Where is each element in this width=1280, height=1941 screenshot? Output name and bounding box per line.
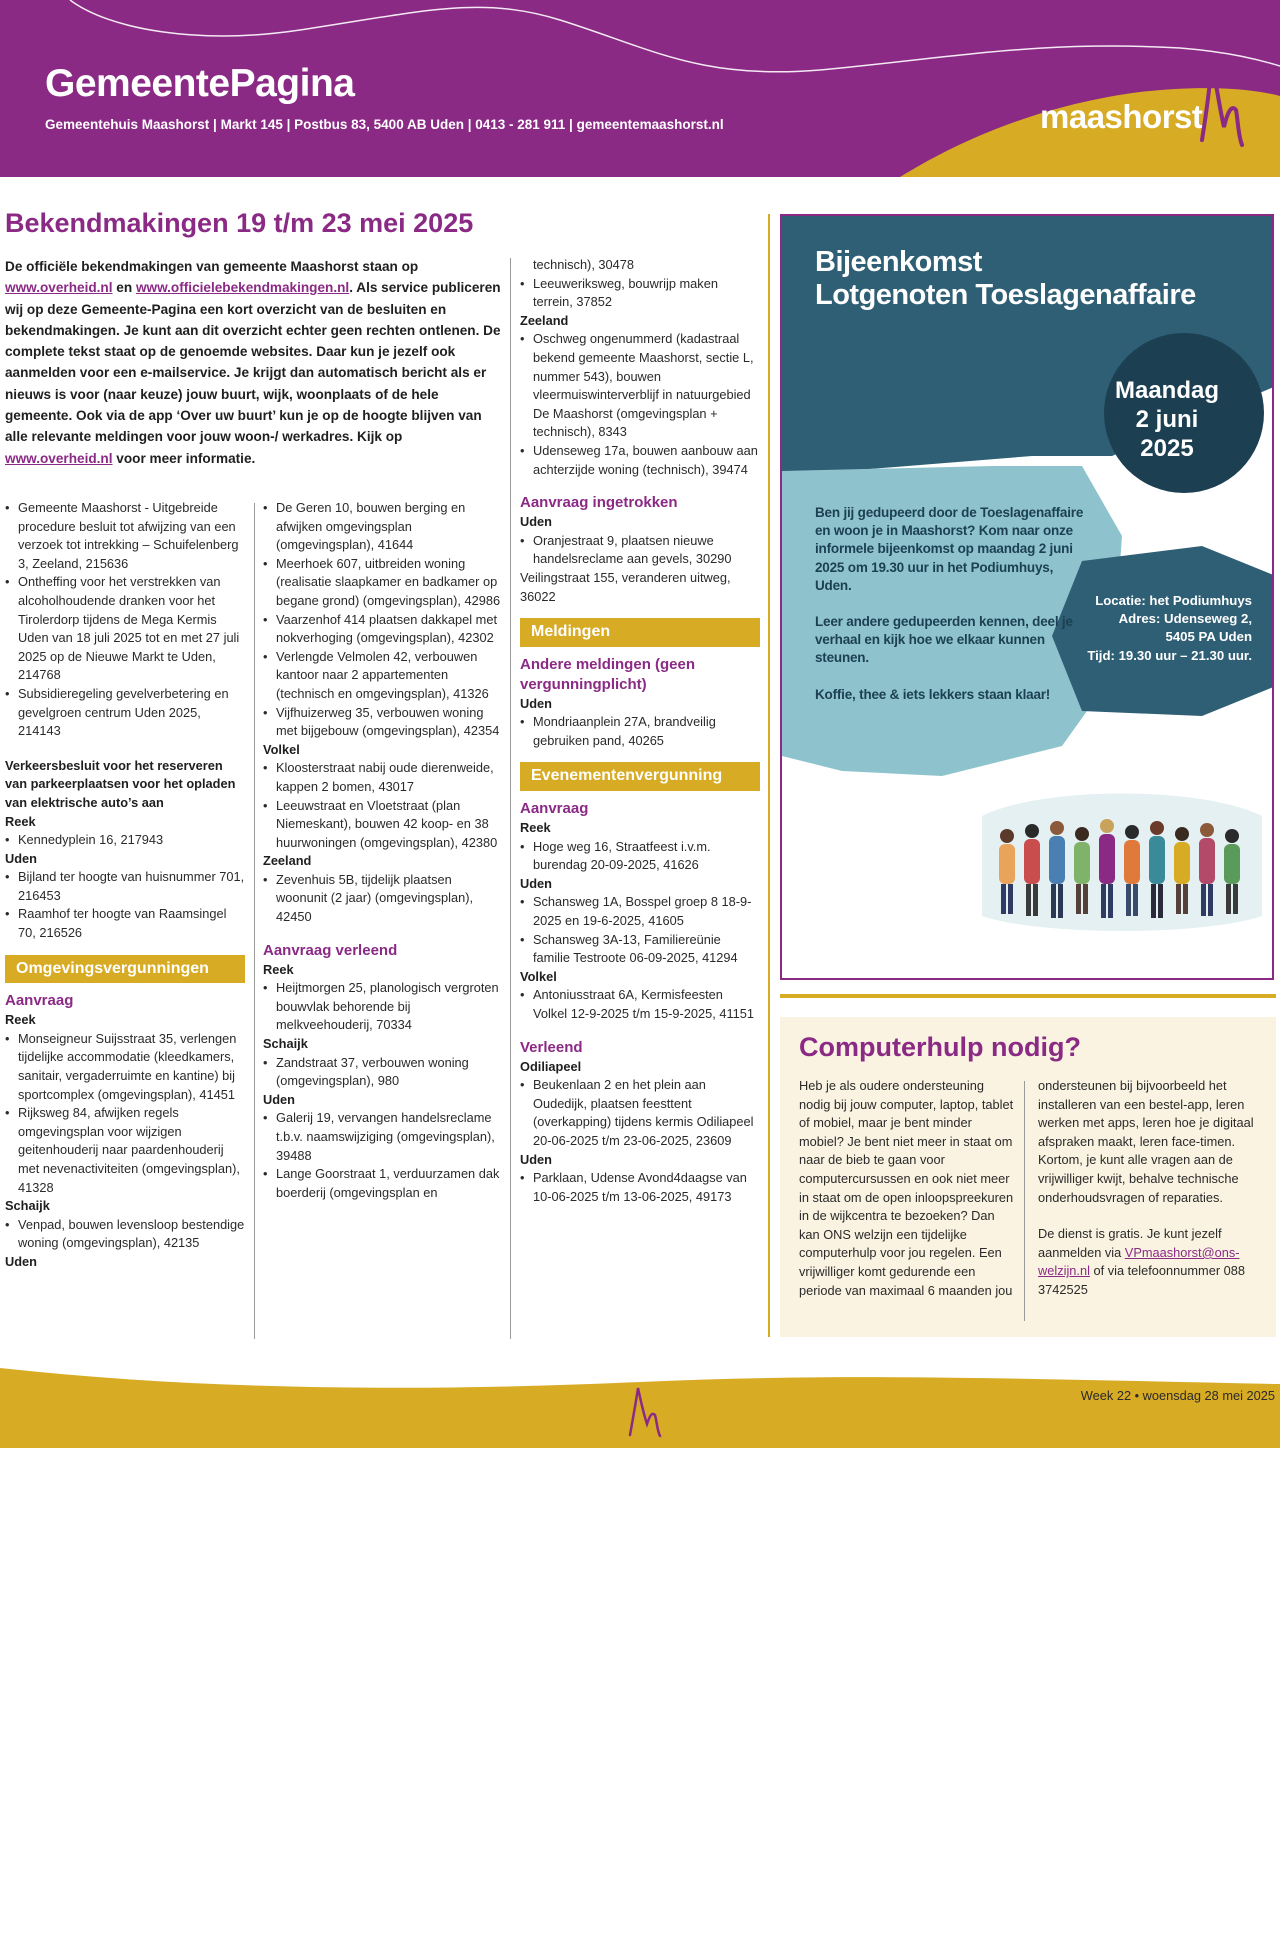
section-heading-verleend: Verleend [520,1038,583,1056]
list-item: • Parklaan, Udense Avond4daagse van 10-06-2025 t/m 13-06-2025, 49173 [520,1169,760,1206]
list-item: • Vijfhuizerweg 35, verbouwen woning met bijgebouw (omgevingsplan), 42354 [263,704,503,741]
brand-logo-icon [1190,55,1260,160]
intro-text-4: voor meer informatie. [112,450,256,466]
section-banner-evenementenvergunning: Evenementenvergunning [520,762,760,791]
place-label: Zeeland [263,853,312,869]
list-item: • Rijksweg 84, afwijken regels omgevingsplan voor wijzigen geitenhouderij naar paardenhouderij met nevenactiviteiten (omgevingsplan), 41328 [5,1104,245,1197]
intro-paragraph [5,256,505,469]
section-heading-aanvraag: Aanvraag [520,800,589,818]
site-address: Gemeentehuis Maashorst | Markt 145 | Postbus 83, 5400 AB Uden | 0413 - 281 911 | gemeentemaashorst.nl [45,117,724,132]
column-divider [254,503,255,1339]
list-item: • Gemeente Maashorst - Uitgebreide procedure besluit tot afwijzing van een verzoek tot intrekking – Schuifelenberg 3, Zeeland, 215636 [5,499,245,573]
computerhulp-paragraph [1038,1225,1268,1299]
place-label: Volkel [263,741,300,757]
section-banner-omgevingsvergunningen: Omgevingsvergunningen [5,955,245,984]
list-item: • Leeuwstraat en Vloetstraat (plan Niemeskant), bouwen 42 koop- en 38 huurwoningen (omgevingsplan), 42380 [263,797,503,853]
list-item: • Schansweg 3A-13, Familiereünie familie Testroote 06-09-2025, 41294 [520,931,760,968]
section-heading-aanvraag-verleend: Aanvraag verleend [263,941,398,959]
place-label: Uden [5,1253,37,1269]
list-item: • Zevenhuis 5B, tijdelijk plaatsen woonunit (2 jaar) (omgevingsplan), 42450 [263,871,503,927]
ad-location [1052,592,1252,665]
computerhulp-box [780,1017,1276,1337]
place-label: Reek [5,813,36,829]
place-label: Zeeland [520,312,569,328]
footer-week-date: Week 22 • woensdag 28 mei 2025 [1080,1388,1275,1403]
column-3 [520,256,760,1206]
list-item: • De Geren 10, bouwen berging en afwijken omgevingsplan (omgevingsplan), 41644 [263,499,503,555]
section-heading-aanvraag-ingetrokken: Aanvraag ingetrokken [520,494,678,512]
link-overheid[interactable]: www.overheid.nl [5,280,113,296]
ad-location-line: 5405 PA Uden [1165,629,1252,645]
ad-paragraph: Leer andere gedupeerden kennen, deel je verhaal en kijk hoe we elkaar kunnen steunen. [815,614,1073,666]
ad-date-line: 2 juni [1135,406,1199,433]
place-label: Uden [520,875,552,891]
ad-body [815,504,1085,722]
intro-text-2: en [112,280,136,296]
ad-location-line: Adres: Udenseweg 2, [1118,611,1252,627]
list-item: • Ontheffing voor het verstrekken van alcoholhoudende dranken voor het Tirolerdorp tijdens de Mega Kermis Uden van 18 juli 2025 tot en met 27 juli 2025 op de Nieuwe Markt te Uden, 214768 [5,573,245,685]
list-item: • Schansweg 1A, Bosspel groep 8 18-9-2025 en 19-6-2025, 41605 [520,893,760,930]
list-item: • Kloosterstraat nabij oude dierenweide, kappen 2 bomen, 43017 [263,759,503,796]
list-item: • Verlengde Velmolen 42, verbouwen kantoor naar 2 appartementen (technisch en omgevingsplan), 41326 [263,648,503,704]
brand-logo-text: maashorst [1040,98,1203,135]
list-item-continuation: technisch), 30478 [533,257,635,272]
ad-title-line: Lotgenoten Toeslagenaffaire [815,279,1196,311]
list-item: • Monseigneur Suijsstraat 35, verlengen tijdelijke accommodatie (kleedkamers, sanitair, vergaderruimte en kantine) bij sportcomplex (omgevingsplan), 41451 [5,1030,245,1104]
ad-location-line: Tijd: 19.30 uur – 21.30 uur. [1087,647,1252,663]
list-item: • Meerhoek 607, uitbreiden woning (realisatie slaapkamer en badkamer op begane grond) (omgevingsplan), 42986 [263,555,503,611]
computerhulp-paragraph: ondersteunen bij bijvoorbeeld het installeren van een bestel-app, leren werken met apps, leren hoe je digitaal afspraken maakt, leren face-timen. Kortom, je kunt alle vragen aan de vrijwilliger kwijt, behalve technische onderhoudsvragen of reparaties. [1038,1078,1254,1205]
place-label: Uden [520,514,552,530]
list-item: • Mondriaanplein 27A, brandveilig gebruiken pand, 40265 [520,713,760,750]
section-banner-meldingen: Meldingen [520,618,760,647]
list-item: • Beukenlaan 2 en het plein aan Oudedijk, plaatsen feesttent (overkapping) tijdens kermis Odiliapeel 20-06-2025 t/m 23-06-2025, 23609 [520,1076,760,1150]
link-officielebekendmakingen[interactable]: www.officielebekendmakingen.nl [135,280,350,296]
place-label: Schaijk [5,1198,50,1214]
list-item: • Venpad, bouwen levensloop bestendige woning (omgevingsplan), 42135 [5,1216,245,1253]
computerhulp-column-2 [1038,1077,1268,1318]
list-item: • Zandstraat 37, verbouwen woning (omgevingsplan), 980 [263,1054,503,1091]
place-label: Reek [5,1012,36,1028]
place-label: Odiliapeel [520,1058,582,1074]
intro-text-1: De officiële bekendmakingen van gemeente Maashorst staan op [5,259,419,274]
email-link[interactable]: VPmaashorst@ons-welzijn.nl [1038,1244,1240,1279]
place-label: Uden [520,1151,552,1167]
list-item: • Oschweg ongenummerd (kadastraal bekend gemeente Maashorst, sectie L, nummer 543), bouwen vleermuiswinterverblijf in natuurgebied De Maashorst (omgevingsplan + technisch), 8343 [520,330,760,442]
separator-line [780,994,1276,998]
computerhulp-column-1: Heb je als oudere ondersteuning nodig bij jouw computer, laptop, tablet of mobiel, maar je bent minder mobiel? Je bent niet meer in staat om naar de bieb te gaan voor computercursussen en ook niet meer in staat om de open inloopspreekuren in de wijkcentra te bezoeken? Dan kan ONS welzijn een tijdelijke computerhulp voor jou regelen. Een vrijwilliger komt gedurende een periode van maximaal 6 maanden jou [799,1078,1014,1298]
place-label: Uden [263,1091,295,1107]
list-item: • Bijland ter hoogte van huisnummer 701, 216453 [5,868,245,905]
list-item: • Subsidieregeling gevelverbetering en gevelgroen centrum Uden 2025, 214143 [5,685,245,741]
site-title: GemeentePagina [45,62,355,105]
place-label: Reek [263,961,294,977]
computerhulp-text: of via telefoonnummer 088 3742525 [1038,1263,1245,1297]
place-label: Reek [520,820,551,836]
list-item: • Lange Goorstraat 1, verduurzamen dak boerderij (omgevingsplan en [263,1165,503,1202]
place-label: Volkel [520,968,557,984]
list-item: • Vaarzenhof 414 plaatsen dakkapel met nokverhoging (omgevingsplan), 42302 [263,611,503,648]
section-heading-andere-meldingen: Andere meldingen (geen vergunningplicht) [520,655,696,693]
place-label: Schaijk [263,1036,308,1052]
ad-date-badge [1102,376,1232,463]
place-label: Uden [520,695,552,711]
footer-wave [0,1360,1280,1448]
page-title: Bekendmakingen 19 t/m 23 mei 2025 [5,208,474,238]
ad-title [815,246,1196,312]
page-header [0,0,1280,177]
link-overheid-2[interactable]: www.overheid.nl [5,450,113,466]
column-divider [510,258,511,1339]
list-item: • Udenseweg 17a, bouwen aanbouw aan achterzijde woning (technisch), 39474 [520,442,760,479]
list-item: • Hoge weg 16, Straatfeest i.v.m. burendag 20-09-2025, 41626 [520,838,760,875]
place-label: Uden [5,850,37,866]
list-item: • Leeuweriksweg, bouwrijp maken terrein, 37852 [520,275,760,312]
list-item: • Kennedyplein 16, 217943 [5,831,245,850]
column-divider-gold [768,214,770,1337]
list-item: • Raamhof ter hoogte van Raamsingel 70, 216526 [5,905,245,942]
column-1 [5,499,245,1272]
column-2 [263,499,503,1202]
crowd-illustration-icon [987,806,1257,936]
subheading-verkeersbesluit: Verkeersbesluit voor het reserveren van parkeerplaatsen voor het opladen van elektrische auto’s aan [5,757,236,810]
list-item: • Oranjestraat 9, plaatsen nieuwe handelsreclame aan gevels, 30290 [520,532,760,569]
list-item: • Galerij 19, vervangen handelsreclame t.b.v. naamswijziging (omgevingsplan), 39488 [263,1109,503,1165]
list-item: • Heijtmorgen 25, planologisch vergroten bouwvlak behorende bij melkveehouderij, 70334 [263,979,503,1035]
ad-title-line: Bijeenkomst [815,246,982,278]
advertisement-lotgenoten [780,214,1274,980]
intro-text-3: . Als service publiceren wij op deze Gemeente-Pagina een kort overzicht van de besluiten en bekendmakingen. Je kunt aan dit overzicht echter geen rechten ontlenen. De complete tekst staat op de genoemde websites. Daar kun je jezelf ook aanmelden voor een e-mailservice. Je krijgt dan automatisch bericht als er nieuws is voor (naar keuze) jouw buurt, wijk, woonplaats of de hele gemeente. Ook via de app ‘Over uw buurt’ kun je op de hoogte blijven van alle relevante meldingen voor jouw woon-/ werkadres. Kijk op [5,280,501,445]
ad-paragraph: Koffie, thee & iets lekkers staan klaar! [815,686,1051,702]
list-item-plain: Veilingstraat 155, veranderen uitweg, 36022 [520,569,731,604]
section-heading-aanvraag: Aanvraag [5,992,74,1010]
ad-date-line: Maandag [1114,377,1219,404]
list-item: • Antoniusstraat 6A, Kermisfeesten Volkel 12-9-2025 t/m 15-9-2025, 41151 [520,986,760,1023]
ad-location-line: Locatie: het Podiumhuys [1095,593,1252,608]
column-divider [1024,1081,1025,1321]
ad-date-line: 2025 [1140,435,1194,462]
computerhulp-title: Computerhulp nodig? [799,1032,1081,1062]
ad-paragraph: Ben jij gedupeerd door de Toeslagenaffaire en woon je in Maashorst? Kom naar onze informele bijeenkomst op maandag 2 juni 2025 om 19.30 uur in het Podiumhuys, Uden. [815,505,1084,593]
computerhulp-text: De dienst is gratis. Je kunt jezelf aanmelden via [1038,1226,1222,1260]
